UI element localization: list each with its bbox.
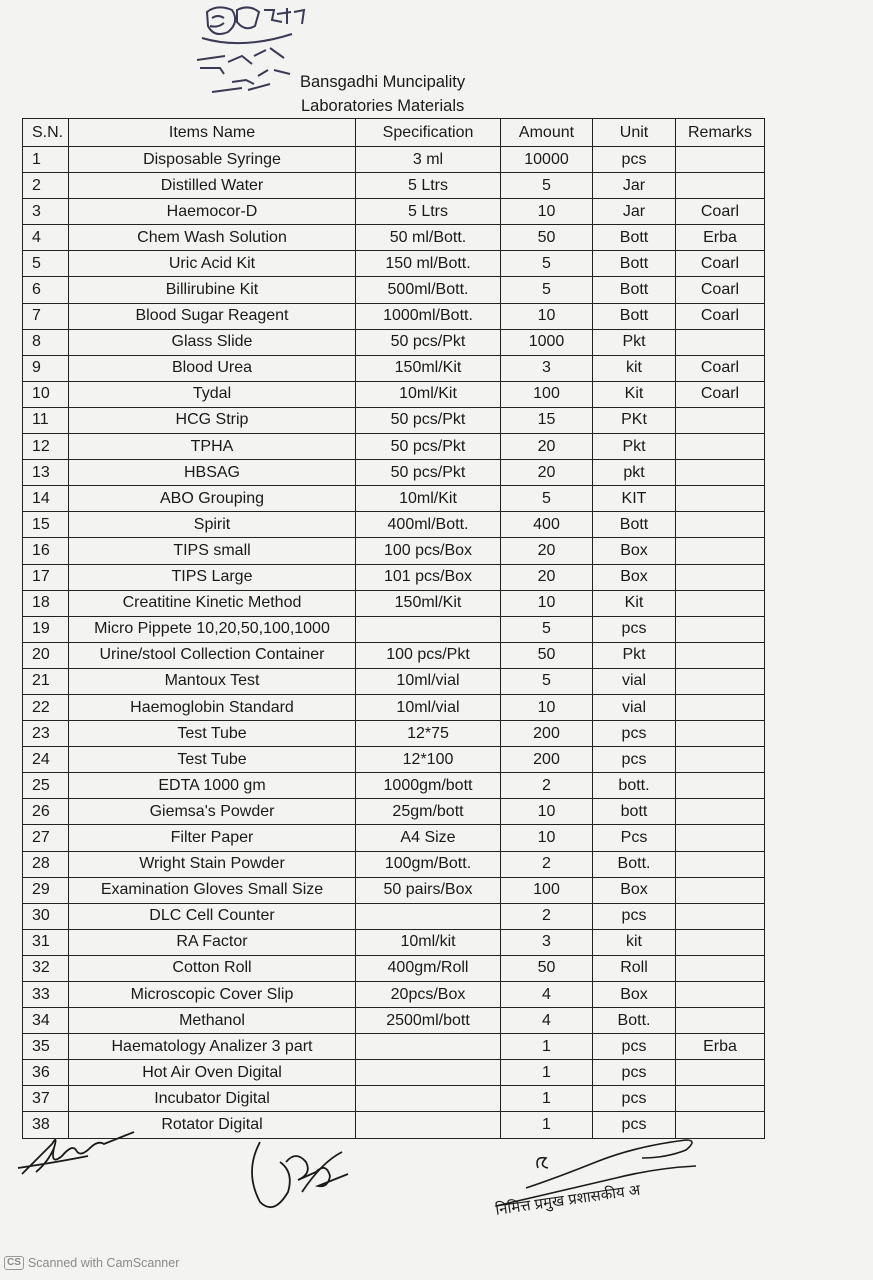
table-row (23, 590, 765, 616)
cell-unit: kit (593, 929, 676, 955)
cell-item-name: TPHA (69, 434, 356, 460)
cell-unit: pcs (593, 1086, 676, 1112)
cell-item-name: Haemocor-D (69, 199, 356, 225)
cell-amount: 15 (501, 407, 593, 433)
cell-specification: 25gm/bott (356, 799, 501, 825)
cell-remarks (676, 590, 765, 616)
cell-item-name: Blood Urea (69, 355, 356, 381)
cell-unit: Bott (593, 225, 676, 251)
table-row (23, 460, 765, 486)
cell-unit: pcs (593, 1112, 676, 1138)
cell-sn: 8 (23, 329, 69, 355)
cell-specification: 10ml/Kit (356, 486, 501, 512)
cell-remarks (676, 929, 765, 955)
table-row (23, 877, 765, 903)
cell-specification: 400gm/Roll (356, 955, 501, 981)
table-row (23, 564, 765, 590)
cell-specification: 20pcs/Box (356, 982, 501, 1008)
cell-sn: 23 (23, 721, 69, 747)
cell-specification: 100 pcs/Pkt (356, 642, 501, 668)
table-row (23, 668, 765, 694)
cell-amount: 50 (501, 225, 593, 251)
cell-amount: 5 (501, 251, 593, 277)
camscanner-logo-icon: CS (4, 1256, 24, 1270)
handwritten-signature-icon (246, 1132, 356, 1218)
cell-specification (356, 1060, 501, 1086)
cell-specification: 150ml/Kit (356, 355, 501, 381)
handwritten-signature-icon (14, 1122, 144, 1184)
column-header-specification: Specification (356, 119, 501, 147)
cell-remarks (676, 460, 765, 486)
table-row (23, 225, 765, 251)
cell-remarks (676, 721, 765, 747)
cell-amount: 50 (501, 955, 593, 981)
cell-remarks (676, 1008, 765, 1034)
cell-item-name: Spirit (69, 512, 356, 538)
cell-amount: 20 (501, 434, 593, 460)
cell-specification: 500ml/Bott. (356, 277, 501, 303)
cell-amount: 10 (501, 590, 593, 616)
cell-remarks (676, 434, 765, 460)
cell-unit: Box (593, 982, 676, 1008)
cell-amount: 1 (501, 1034, 593, 1060)
cell-specification: 50 pcs/Pkt (356, 329, 501, 355)
cell-sn: 37 (23, 1086, 69, 1112)
table-row (23, 694, 765, 720)
cell-sn: 17 (23, 564, 69, 590)
cell-item-name: Giemsa's Powder (69, 799, 356, 825)
table-row (23, 903, 765, 929)
table-row (23, 929, 765, 955)
cell-item-name: Chem Wash Solution (69, 225, 356, 251)
cell-amount: 1 (501, 1086, 593, 1112)
cell-amount: 1000 (501, 329, 593, 355)
cell-unit: pcs (593, 147, 676, 173)
cell-item-name: Mantoux Test (69, 668, 356, 694)
table-row (23, 1086, 765, 1112)
cell-remarks (676, 747, 765, 773)
cell-item-name: Rotator Digital (69, 1112, 356, 1138)
table-header-row (23, 119, 765, 147)
cell-specification: 12*100 (356, 747, 501, 773)
table-row (23, 407, 765, 433)
cell-amount: 3 (501, 355, 593, 381)
cell-sn: 6 (23, 277, 69, 303)
cell-unit: Box (593, 538, 676, 564)
cell-item-name: Haemoglobin Standard (69, 694, 356, 720)
cell-amount: 20 (501, 460, 593, 486)
cell-item-name: Glass Slide (69, 329, 356, 355)
cell-sn: 4 (23, 225, 69, 251)
cell-item-name: TIPS Large (69, 564, 356, 590)
cell-sn: 29 (23, 877, 69, 903)
cell-item-name: Distilled Water (69, 173, 356, 199)
cell-specification: 101 pcs/Box (356, 564, 501, 590)
cell-amount: 4 (501, 982, 593, 1008)
cell-unit: Jar (593, 173, 676, 199)
cell-amount: 1 (501, 1060, 593, 1086)
cell-unit: Bott. (593, 851, 676, 877)
cell-unit: Bott. (593, 1008, 676, 1034)
cell-sn: 1 (23, 147, 69, 173)
cell-sn: 19 (23, 616, 69, 642)
table-row (23, 1034, 765, 1060)
cell-item-name: Wright Stain Powder (69, 851, 356, 877)
cell-specification: 400ml/Bott. (356, 512, 501, 538)
cell-item-name: Microscopic Cover Slip (69, 982, 356, 1008)
cell-sn: 5 (23, 251, 69, 277)
table-row (23, 173, 765, 199)
cell-item-name: Creatitine Kinetic Method (69, 590, 356, 616)
cell-sn: 34 (23, 1008, 69, 1034)
cell-unit: Kit (593, 590, 676, 616)
cell-amount: 4 (501, 1008, 593, 1034)
cell-remarks (676, 668, 765, 694)
cell-sn: 3 (23, 199, 69, 225)
cell-specification: 12*75 (356, 721, 501, 747)
cell-amount: 5 (501, 616, 593, 642)
cell-unit: Bott (593, 277, 676, 303)
cell-remarks (676, 642, 765, 668)
cell-unit: pcs (593, 903, 676, 929)
column-header-sn: S.N. (23, 119, 69, 147)
column-header-remarks: Remarks (676, 119, 765, 147)
title-line-2: Laboratories Materials (301, 97, 465, 115)
table-row (23, 355, 765, 381)
cell-amount: 5 (501, 173, 593, 199)
cell-item-name: EDTA 1000 gm (69, 773, 356, 799)
table-row (23, 955, 765, 981)
cell-amount: 2 (501, 851, 593, 877)
cell-remarks (676, 173, 765, 199)
cell-specification: 10ml/Kit (356, 381, 501, 407)
cell-amount: 100 (501, 381, 593, 407)
table-row (23, 486, 765, 512)
title-line-1: Bansgadhi Muncipality (300, 73, 466, 91)
cell-sn: 36 (23, 1060, 69, 1086)
cell-item-name: Disposable Syringe (69, 147, 356, 173)
cell-amount: 50 (501, 642, 593, 668)
table-row (23, 825, 765, 851)
cell-specification (356, 1034, 501, 1060)
cell-amount: 400 (501, 512, 593, 538)
cell-amount: 10000 (501, 147, 593, 173)
cell-specification: 50 pairs/Box (356, 877, 501, 903)
cell-item-name: Uric Acid Kit (69, 251, 356, 277)
cell-sn: 33 (23, 982, 69, 1008)
table-row (23, 799, 765, 825)
table-row (23, 851, 765, 877)
table-row (23, 982, 765, 1008)
cell-remarks (676, 564, 765, 590)
cell-sn: 14 (23, 486, 69, 512)
cell-item-name: Cotton Roll (69, 955, 356, 981)
cell-specification (356, 616, 501, 642)
cell-item-name: Incubator Digital (69, 1086, 356, 1112)
cell-amount: 10 (501, 694, 593, 720)
cell-unit: bott. (593, 773, 676, 799)
cell-remarks (676, 982, 765, 1008)
table-row (23, 303, 765, 329)
cell-unit: pcs (593, 1060, 676, 1086)
cell-unit: kit (593, 355, 676, 381)
table-row (23, 538, 765, 564)
cell-remarks: Coarl (676, 303, 765, 329)
table-body (23, 147, 765, 1139)
cell-unit: Roll (593, 955, 676, 981)
table-row (23, 747, 765, 773)
cell-item-name: RA Factor (69, 929, 356, 955)
cell-unit: Jar (593, 199, 676, 225)
cell-specification: 50 ml/Bott. (356, 225, 501, 251)
column-header-items-name: Items Name (69, 119, 356, 147)
cell-unit: pcs (593, 1034, 676, 1060)
cell-unit: Pkt (593, 434, 676, 460)
cell-item-name: Haematology Analizer 3 part (69, 1034, 356, 1060)
cell-item-name: Micro Pippete 10,20,50,100,1000 (69, 616, 356, 642)
cell-item-name: Examination Gloves Small Size (69, 877, 356, 903)
cell-sn: 28 (23, 851, 69, 877)
cell-specification: 3 ml (356, 147, 501, 173)
cell-sn: 7 (23, 303, 69, 329)
cell-amount: 5 (501, 277, 593, 303)
cell-specification: 50 pcs/Pkt (356, 407, 501, 433)
document-title (300, 70, 560, 118)
cell-amount: 100 (501, 877, 593, 903)
cell-sn: 11 (23, 407, 69, 433)
cell-amount: 200 (501, 721, 593, 747)
cell-item-name: Test Tube (69, 721, 356, 747)
office-designation-text: निमित्त प्रमुख प्रशासकीय अ (494, 1181, 642, 1219)
table-row (23, 721, 765, 747)
cell-remarks: Coarl (676, 199, 765, 225)
cell-remarks: Erba (676, 225, 765, 251)
cell-item-name: Blood Sugar Reagent (69, 303, 356, 329)
cell-sn: 32 (23, 955, 69, 981)
cell-specification (356, 1112, 501, 1138)
materials-table (22, 118, 765, 1139)
cell-sn: 12 (23, 434, 69, 460)
cell-specification: 150ml/Kit (356, 590, 501, 616)
cell-specification: 50 pcs/Pkt (356, 460, 501, 486)
cell-remarks (676, 799, 765, 825)
scanner-watermark-text: Scanned with CamScanner (27, 1256, 180, 1270)
cell-remarks (676, 773, 765, 799)
cell-remarks (676, 851, 765, 877)
cell-specification: 50 pcs/Pkt (356, 434, 501, 460)
table-row (23, 199, 765, 225)
cell-remarks (676, 955, 765, 981)
cell-remarks: Erba (676, 1034, 765, 1060)
cell-item-name: Methanol (69, 1008, 356, 1034)
cell-sn: 18 (23, 590, 69, 616)
table-row (23, 642, 765, 668)
cell-remarks (676, 329, 765, 355)
cell-specification: 100 pcs/Box (356, 538, 501, 564)
cell-remarks (676, 903, 765, 929)
cell-specification: 10ml/kit (356, 929, 501, 955)
cell-remarks (676, 616, 765, 642)
cell-sn: 38 (23, 1112, 69, 1138)
cell-sn: 15 (23, 512, 69, 538)
cell-sn: 27 (23, 825, 69, 851)
table-row (23, 434, 765, 460)
cell-amount: 5 (501, 486, 593, 512)
cell-sn: 10 (23, 381, 69, 407)
cell-amount: 2 (501, 903, 593, 929)
cell-specification: 5 Ltrs (356, 173, 501, 199)
table-row (23, 329, 765, 355)
cell-sn: 30 (23, 903, 69, 929)
cell-sn: 16 (23, 538, 69, 564)
cell-remarks (676, 512, 765, 538)
cell-unit: pcs (593, 747, 676, 773)
table-row (23, 512, 765, 538)
cell-unit: bott (593, 799, 676, 825)
cell-remarks (676, 486, 765, 512)
cell-unit: Kit (593, 381, 676, 407)
cell-amount: 3 (501, 929, 593, 955)
cell-item-name: Billirubine Kit (69, 277, 356, 303)
cell-remarks (676, 694, 765, 720)
table-row (23, 1060, 765, 1086)
cell-unit: Pkt (593, 642, 676, 668)
cell-remarks: Coarl (676, 355, 765, 381)
cell-remarks: Coarl (676, 251, 765, 277)
cell-item-name: DLC Cell Counter (69, 903, 356, 929)
table-row (23, 251, 765, 277)
cell-unit: PKt (593, 407, 676, 433)
cell-amount: 10 (501, 303, 593, 329)
cell-item-name: ABO Grouping (69, 486, 356, 512)
cell-unit: pcs (593, 721, 676, 747)
cell-sn: 22 (23, 694, 69, 720)
cell-unit: Box (593, 877, 676, 903)
cell-unit: Pkt (593, 329, 676, 355)
cell-sn: 25 (23, 773, 69, 799)
cell-unit: pkt (593, 460, 676, 486)
cell-sn: 9 (23, 355, 69, 381)
cell-unit: Pcs (593, 825, 676, 851)
column-header-amount: Amount (501, 119, 593, 147)
cell-remarks (676, 147, 765, 173)
cell-specification: 1000ml/Bott. (356, 303, 501, 329)
cell-amount: 2 (501, 773, 593, 799)
cell-amount: 5 (501, 668, 593, 694)
cell-specification: 5 Ltrs (356, 199, 501, 225)
cell-sn: 2 (23, 173, 69, 199)
cell-amount: 10 (501, 799, 593, 825)
cell-specification: 100gm/Bott. (356, 851, 501, 877)
cell-item-name: HBSAG (69, 460, 356, 486)
cell-specification: 10ml/vial (356, 694, 501, 720)
cell-sn: 21 (23, 668, 69, 694)
cell-remarks (676, 825, 765, 851)
cell-item-name: TIPS small (69, 538, 356, 564)
cell-remarks (676, 407, 765, 433)
cell-item-name: Hot Air Oven Digital (69, 1060, 356, 1086)
table-row (23, 1008, 765, 1034)
cell-unit: Bott (593, 251, 676, 277)
cell-unit: pcs (593, 616, 676, 642)
cell-specification (356, 1086, 501, 1112)
cell-unit: vial (593, 668, 676, 694)
cell-remarks: Coarl (676, 277, 765, 303)
cell-sn: 20 (23, 642, 69, 668)
cell-remarks: Coarl (676, 381, 765, 407)
cell-specification (356, 903, 501, 929)
cell-item-name: Urine/stool Collection Container (69, 642, 356, 668)
cell-unit: KIT (593, 486, 676, 512)
cell-amount: 1 (501, 1112, 593, 1138)
cell-sn: 31 (23, 929, 69, 955)
cell-specification: 10ml/vial (356, 668, 501, 694)
cell-specification: 150 ml/Bott. (356, 251, 501, 277)
cell-remarks (676, 538, 765, 564)
column-header-unit: Unit (593, 119, 676, 147)
cell-sn: 26 (23, 799, 69, 825)
table-row (23, 381, 765, 407)
cell-specification: A4 Size (356, 825, 501, 851)
scanner-watermark (4, 1256, 179, 1270)
cell-specification: 1000gm/bott (356, 773, 501, 799)
cell-specification: 2500ml/bott (356, 1008, 501, 1034)
table-row (23, 616, 765, 642)
table-row (23, 147, 765, 173)
cell-sn: 35 (23, 1034, 69, 1060)
table-row (23, 277, 765, 303)
cell-remarks (676, 1060, 765, 1086)
cell-unit: vial (593, 694, 676, 720)
cell-sn: 13 (23, 460, 69, 486)
cell-amount: 10 (501, 825, 593, 851)
cell-amount: 20 (501, 564, 593, 590)
cell-item-name: HCG Strip (69, 407, 356, 433)
cell-remarks (676, 1086, 765, 1112)
cell-amount: 20 (501, 538, 593, 564)
cell-item-name: Filter Paper (69, 825, 356, 851)
cell-amount: 10 (501, 199, 593, 225)
cell-unit: Box (593, 564, 676, 590)
cell-unit: Bott (593, 512, 676, 538)
cell-item-name: Tydal (69, 381, 356, 407)
cell-item-name: Test Tube (69, 747, 356, 773)
cell-remarks (676, 877, 765, 903)
table-row (23, 773, 765, 799)
cell-sn: 24 (23, 747, 69, 773)
cell-unit: Bott (593, 303, 676, 329)
cell-amount: 200 (501, 747, 593, 773)
